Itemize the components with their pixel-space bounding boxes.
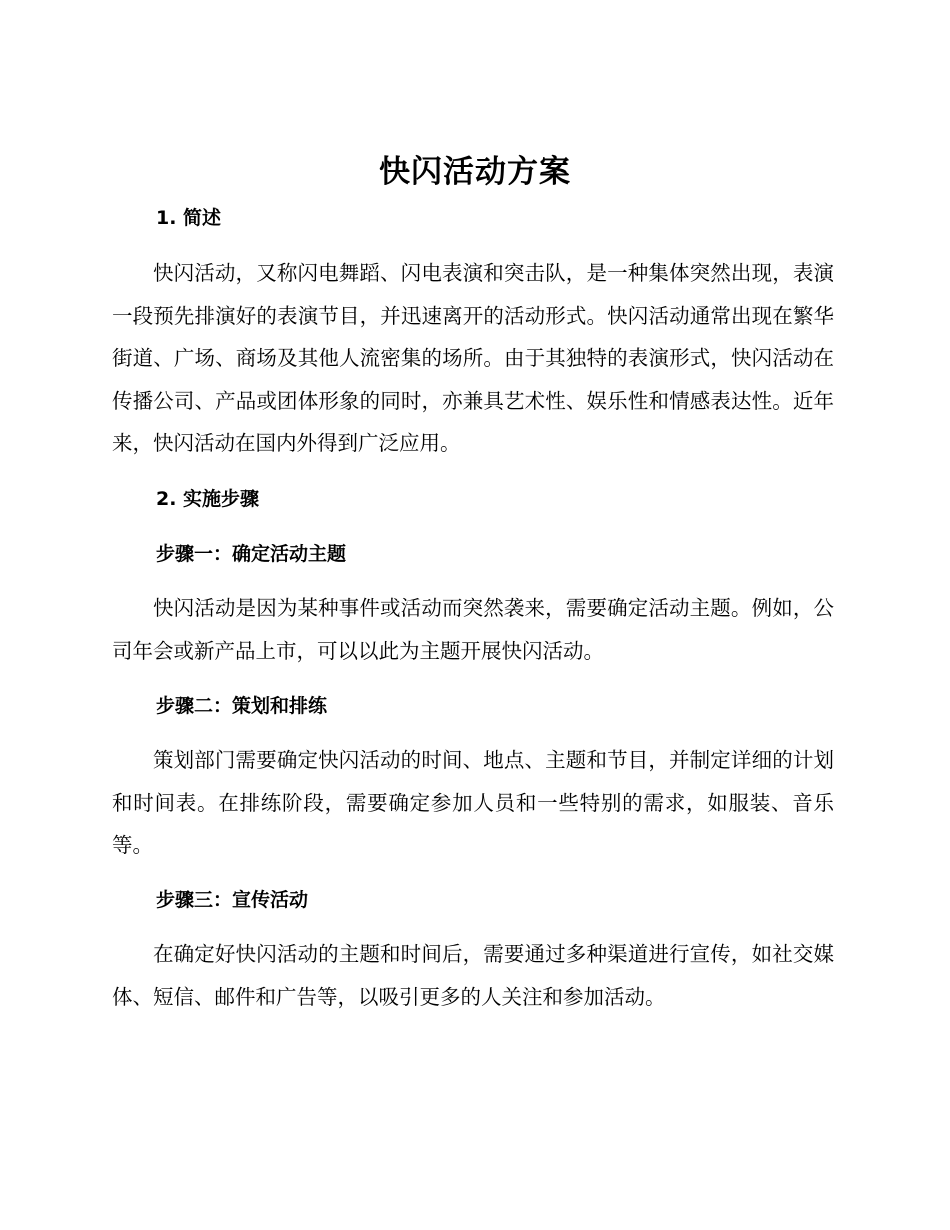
paragraph-overview: 快闪活动，又称闪电舞蹈、闪电表演和突击队，是一种集体突然出现，表演一段预先排演好的表演节目，并迅速离开的活动形式。快闪活动通常出现在繁华街道、广场、商场及其他人流密集的场所。由于其独特的表演形式，快闪活动在传播公司、产品或团体形象的同时，亦兼具艺术性、娱乐性和情感表达性。近年来，快闪活动在国内外得到广泛应用。 [112,261,834,455]
step-heading-3: 步骤三：宣传活动 [156,889,309,911]
document-title: 快闪活动方案 [379,154,571,190]
step-heading-2: 步骤二：策划和排练 [156,695,328,717]
paragraph-step-1: 快闪活动是因为某种事件或活动而突然袭来，需要确定活动主题。例如，公司年会或新产品上市，可以以此为主题开展快闪活动。 [112,596,834,663]
section-heading-overview: 1. 简述 [156,207,222,229]
paragraph-step-2: 策划部门需要确定快闪活动的时间、地点、主题和节目，并制定详细的计划和时间表。在排练阶段，需要确定参加人员和一些特别的需求，如服装、音乐等。 [112,748,834,857]
step-heading-1: 步骤一：确定活动主题 [156,543,347,565]
section-heading-implementation-steps: 2. 实施步骤 [156,488,260,510]
paragraph-step-3: 在确定好快闪活动的主题和时间后，需要通过多种渠道进行宣传，如社交媒体、短信、邮件和广告等，以吸引更多的人关注和参加活动。 [112,942,834,1009]
